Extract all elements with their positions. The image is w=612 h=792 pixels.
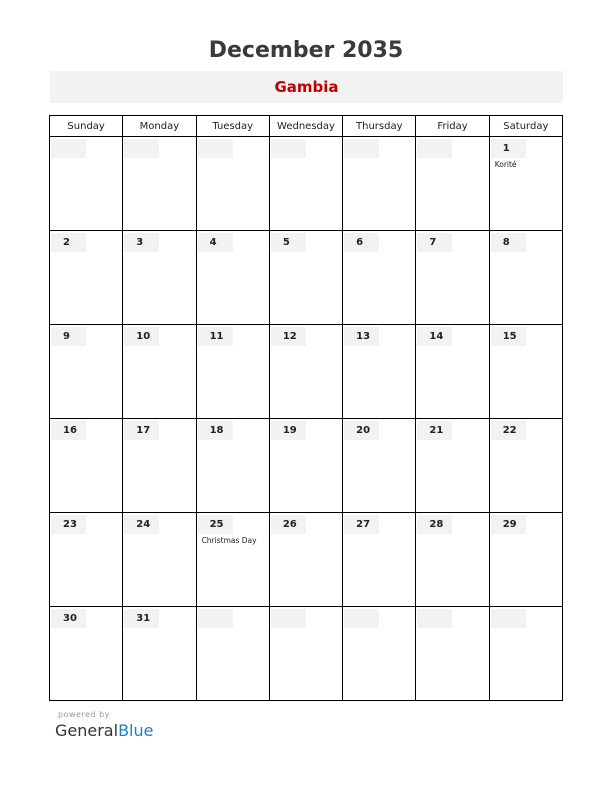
day-number: 24	[124, 515, 159, 534]
day-cell	[269, 137, 342, 231]
day-cell	[416, 137, 489, 231]
day-number: 25	[198, 515, 233, 534]
day-number: 7	[417, 233, 452, 252]
day-cell	[196, 513, 269, 607]
holiday-label: Korité	[494, 160, 517, 169]
powered-by-label: powered by	[58, 710, 110, 719]
day-cell	[343, 325, 416, 419]
day-number: 28	[417, 515, 452, 534]
day-cell	[269, 513, 342, 607]
day-cell	[196, 607, 269, 701]
weekday-header: Tuesday	[196, 116, 269, 137]
day-number	[198, 139, 233, 158]
day-cell	[416, 419, 489, 513]
day-number: 16	[51, 421, 86, 440]
day-number: 17	[124, 421, 159, 440]
day-number: 26	[271, 515, 306, 534]
day-cell	[196, 231, 269, 325]
day-number: 1	[491, 139, 526, 158]
day-number: 11	[198, 327, 233, 346]
week-row	[50, 607, 563, 701]
day-number	[198, 609, 233, 628]
day-cell	[416, 325, 489, 419]
day-cell	[123, 325, 196, 419]
day-cell	[123, 231, 196, 325]
day-number: 27	[344, 515, 379, 534]
day-number: 15	[491, 327, 526, 346]
day-number	[271, 139, 306, 158]
week-row	[50, 513, 563, 607]
page-title: December 2035	[208, 38, 404, 63]
day-number: 31	[124, 609, 159, 628]
day-number: 10	[124, 327, 159, 346]
day-cell	[50, 513, 123, 607]
weekday-header: Thursday	[343, 116, 416, 137]
day-number: 3	[124, 233, 159, 252]
day-cell	[50, 325, 123, 419]
day-number: 5	[271, 233, 306, 252]
day-number: 23	[51, 515, 86, 534]
day-cell	[269, 419, 342, 513]
day-cell	[489, 419, 562, 513]
day-number	[491, 609, 526, 628]
day-cell	[196, 325, 269, 419]
holiday-label: Christmas Day	[201, 536, 257, 545]
day-cell	[489, 137, 562, 231]
day-cell	[489, 607, 562, 701]
day-cell	[123, 513, 196, 607]
day-number: 6	[344, 233, 379, 252]
day-number: 14	[417, 327, 452, 346]
weekday-header-row	[50, 116, 563, 137]
day-number	[417, 139, 452, 158]
day-number: 30	[51, 609, 86, 628]
weekday-header: Saturday	[489, 116, 562, 137]
day-cell	[50, 231, 123, 325]
day-cell	[343, 513, 416, 607]
day-cell	[196, 419, 269, 513]
day-cell	[123, 419, 196, 513]
day-cell	[269, 231, 342, 325]
day-number: 4	[198, 233, 233, 252]
week-row	[50, 231, 563, 325]
day-number: 18	[198, 421, 233, 440]
weekday-header: Friday	[416, 116, 489, 137]
day-cell	[416, 513, 489, 607]
day-number: 9	[51, 327, 86, 346]
week-row	[50, 137, 563, 231]
day-number: 22	[491, 421, 526, 440]
week-row	[50, 419, 563, 513]
day-number	[271, 609, 306, 628]
week-row	[50, 325, 563, 419]
day-number: 20	[344, 421, 379, 440]
day-number	[417, 609, 452, 628]
brand-blue: Blue	[118, 721, 154, 740]
weekday-header: Monday	[123, 116, 196, 137]
weekday-header: Sunday	[50, 116, 123, 137]
day-number: 12	[271, 327, 306, 346]
country-banner: Gambia	[50, 71, 563, 103]
day-number	[344, 609, 379, 628]
weekday-header: Wednesday	[269, 116, 342, 137]
day-cell	[416, 607, 489, 701]
day-number	[344, 139, 379, 158]
day-number: 13	[344, 327, 379, 346]
day-number: 2	[51, 233, 86, 252]
day-number	[51, 139, 86, 158]
brand-logo	[55, 721, 153, 740]
calendar-grid	[49, 115, 563, 701]
day-cell	[123, 137, 196, 231]
day-cell	[196, 137, 269, 231]
day-number: 29	[491, 515, 526, 534]
day-cell	[489, 325, 562, 419]
day-cell	[50, 137, 123, 231]
day-cell	[343, 419, 416, 513]
day-cell	[489, 231, 562, 325]
day-cell	[50, 419, 123, 513]
day-number: 19	[271, 421, 306, 440]
day-cell	[50, 607, 123, 701]
day-cell	[269, 325, 342, 419]
day-cell	[489, 513, 562, 607]
day-number: 21	[417, 421, 452, 440]
day-number	[124, 139, 159, 158]
day-number: 8	[491, 233, 526, 252]
day-cell	[123, 607, 196, 701]
day-cell	[343, 231, 416, 325]
day-cell	[416, 231, 489, 325]
brand-general: General	[55, 721, 119, 740]
day-cell	[343, 137, 416, 231]
day-cell	[343, 607, 416, 701]
day-cell	[269, 607, 342, 701]
